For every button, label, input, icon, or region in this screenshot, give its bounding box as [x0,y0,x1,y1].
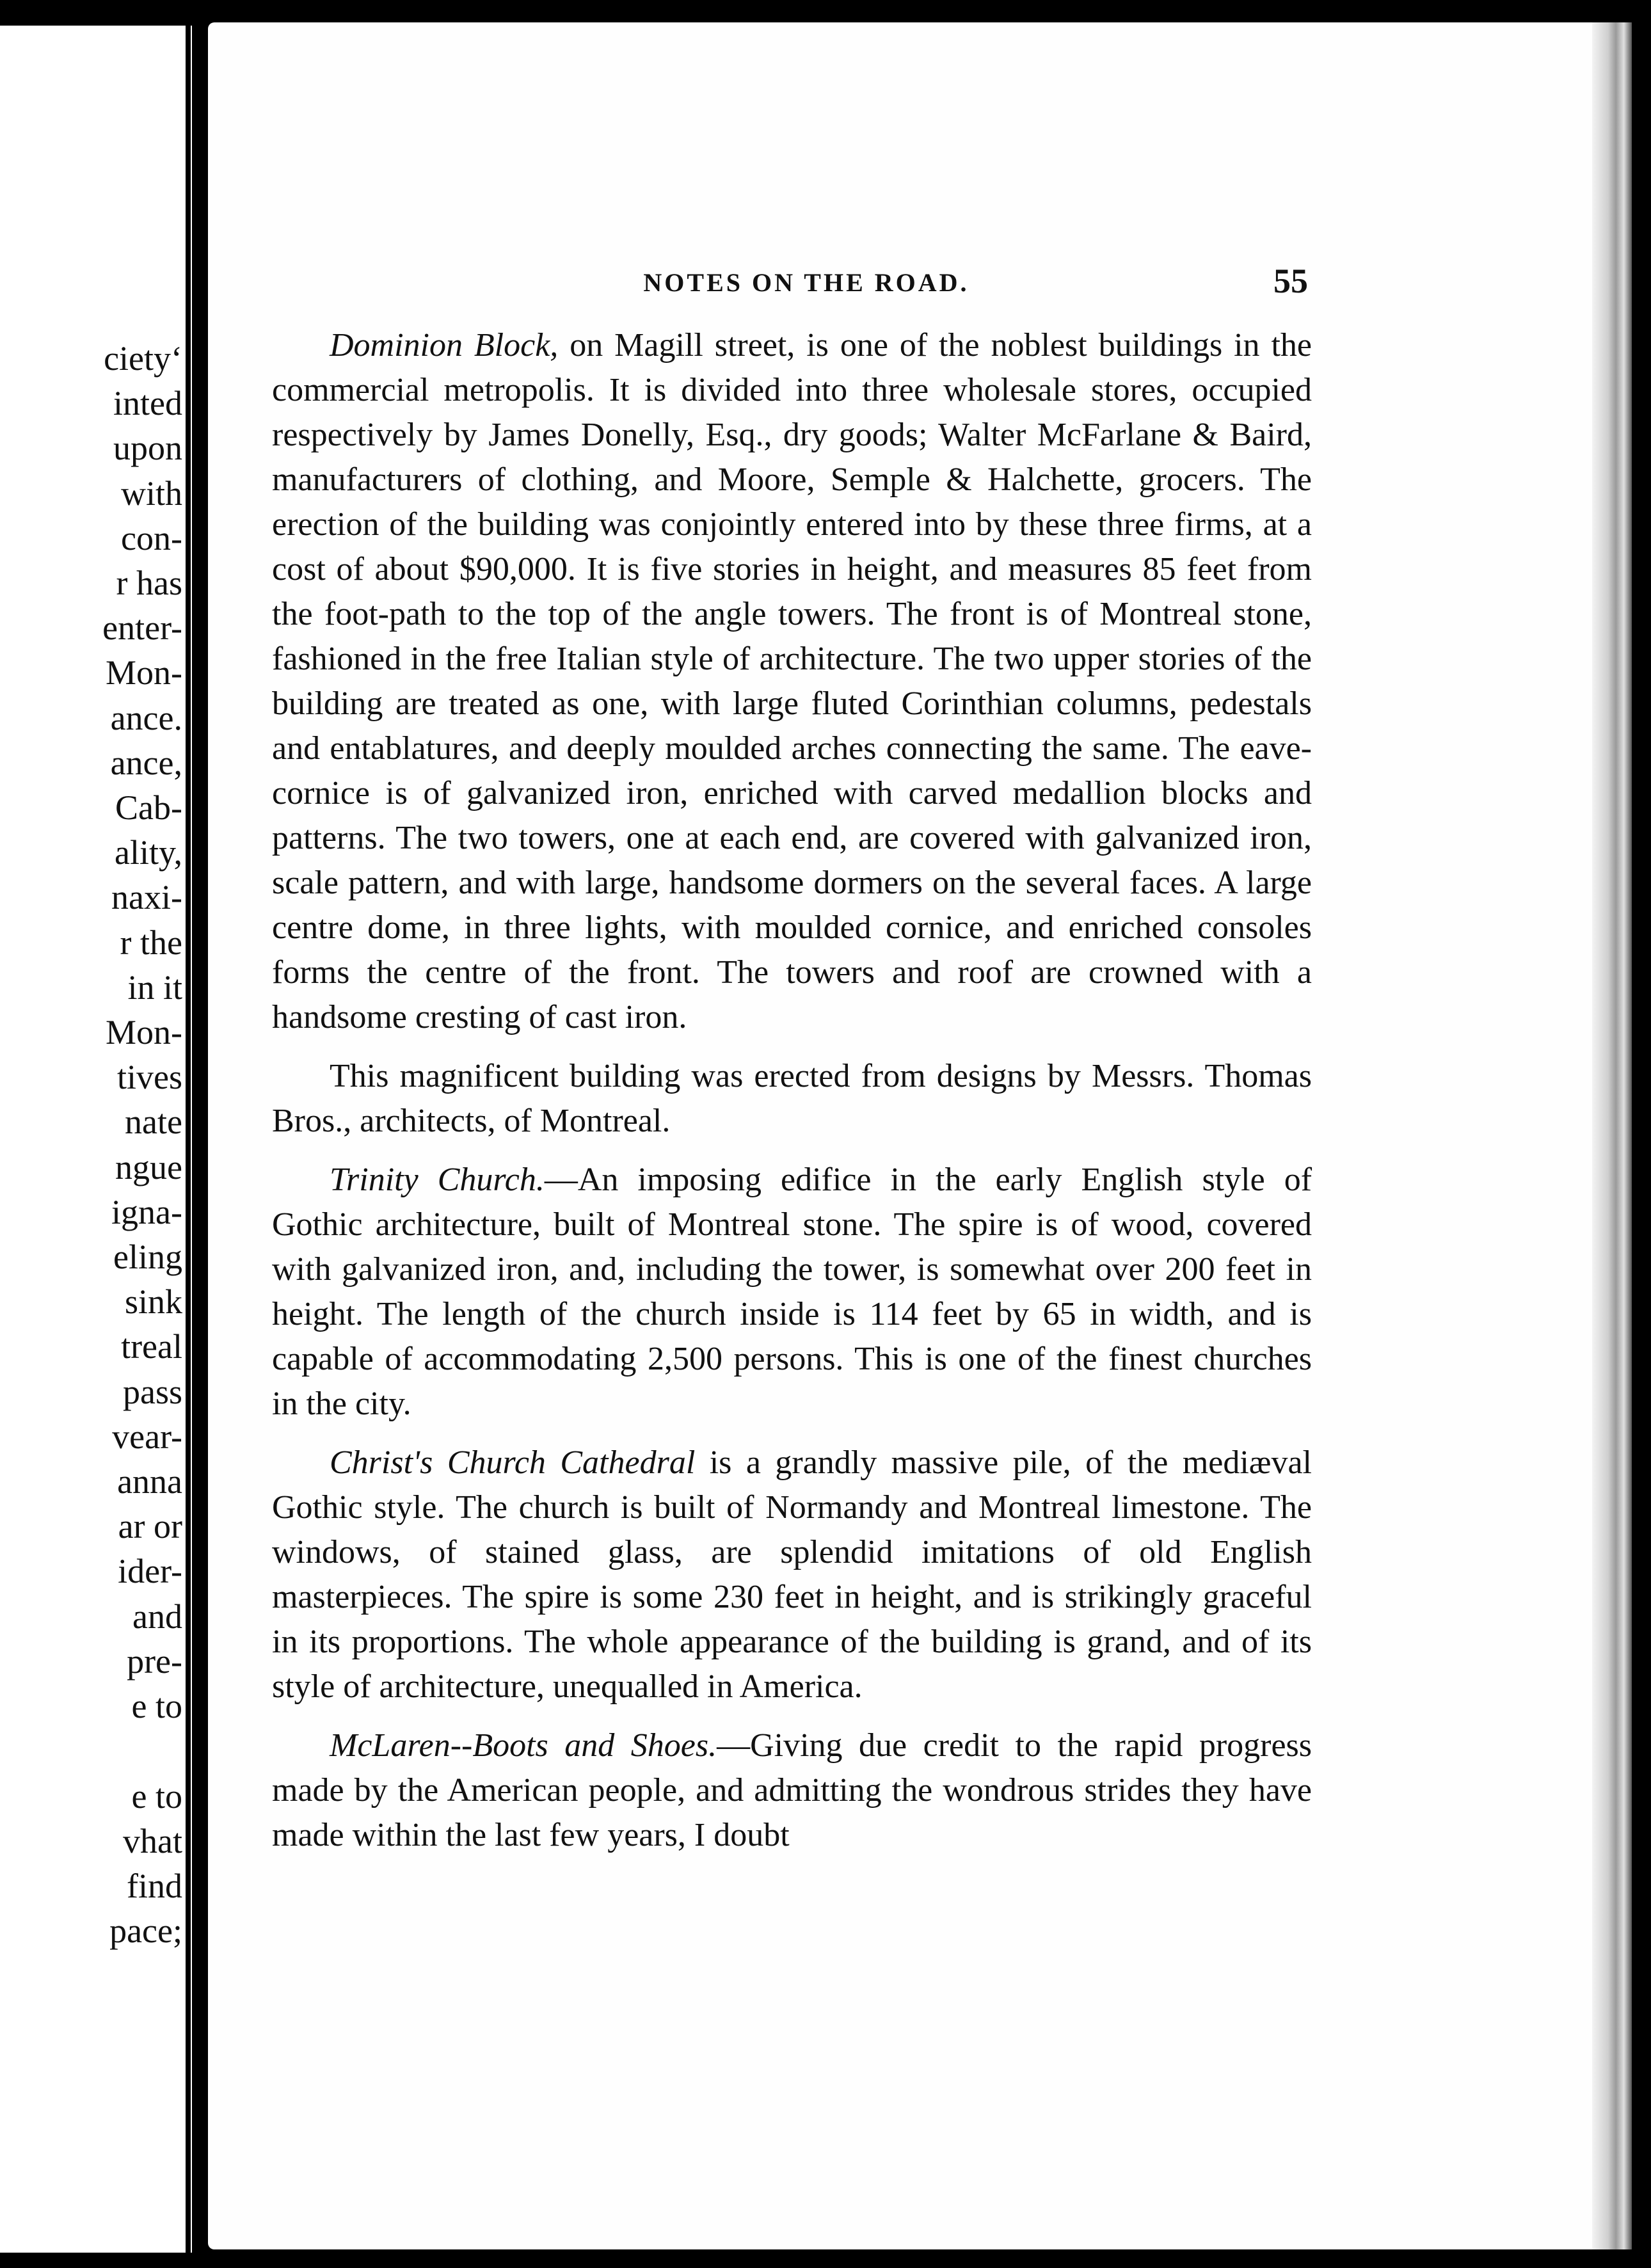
previous-page-line: e to [131,1687,182,1726]
previous-page-text [0,336,182,1953]
previous-page-line: r the [120,923,182,962]
previous-page-line: ngue [115,1147,182,1186]
previous-page-line: ciety‘ [104,339,182,378]
previous-page-line: in it [127,968,182,1007]
previous-page-line: vhat [123,1821,182,1860]
previous-page-line: with [120,474,182,513]
previous-page-line: igna- [111,1192,182,1231]
paragraph-architects: This magnificent building was erected from designs by Messrs. Thomas Bros., architects, of Montreal. [272,1058,1312,1139]
previous-page-line: pass [123,1372,182,1411]
previous-page-line: Mon- [106,1013,182,1052]
paragraph-dominion-block: Dominion Block, on Magill street, is one of the noblest buildings in the commercial metropolis. It is divided into three wholesale stores, occupied respectively by James Donelly, Esq., dry goods; Walter McFarlane & Baird, manufacturers of clothing, and Moore, Semple & Halchette, grocers. The erection of the building was conjointly entered into by these three firms, at a cost of about $90,000. It is five stories in height, and measures 85 feet from the foot-path to the top of the angle towers. The front is of Montreal stone, fashioned in the free Italian style of architecture. The two upper stories of the building are treated as one, with large fluted Corinthian columns, pedestals and entablatures, and deeply moulded arches connecting the same. The eave-cornice is of galvanized iron, enriched with carved medallion blocks and patterns. The two towers, one at each end, are covered with galvanized iron, scale pattern, and with large, handsome dormers on the several faces. A large centre dome, in three lights, with moulded cornice, and enriched consoles forms the centre of the front. The towers and roof are crowned with a handsome cresting of cast iron. [272,327,1312,1035]
previous-page-line: Mon- [106,653,182,692]
paragraph-christs-church: Christ's Church Cathedral is a grandly massive pile, of the mediæval Gothic style. The church is built of Normandy and Montreal limestone. The windows, of stained glass, are splendid imitations of old English masterpieces. The spire is some 230 feet in height, and is strikingly graceful in its proportions. The whole appearance of the building is grand, and of its style of architecture, unequalled in America. [272,1444,1312,1705]
previous-page-line: and [132,1597,182,1636]
previous-page-line: vear- [112,1417,182,1456]
previous-page-line: pre- [127,1641,182,1681]
previous-page-line: r has [116,564,182,603]
previous-page-line: nate [125,1103,182,1142]
previous-page-line: con- [121,518,182,557]
previous-page-line: upon [113,429,182,468]
previous-page-line: pace; [109,1912,182,1951]
previous-page-line: enter- [102,609,182,648]
previous-page-line: ider- [118,1552,182,1591]
previous-page-line: anna [117,1462,182,1501]
previous-page-line: Cab- [115,788,182,827]
previous-page-line [0,1729,182,1773]
previous-page-line: sink [124,1282,182,1322]
previous-page-line: tives [117,1058,182,1097]
previous-page-line: eling [113,1238,182,1277]
previous-page-line: ality, [115,833,182,872]
previous-page-line: ance. [110,698,182,737]
previous-page-line: inted [113,384,182,423]
paragraph-mclaren: McLaren--Boots and Shoes.—Giving due credit to the rapid progress made by the American people, and admitting the wondrous strides they have made within the last few years, I doubt [272,1727,1312,1853]
book-gutter [186,26,191,2253]
previous-page-line: find [127,1866,182,1905]
previous-page-line: ance, [110,743,182,782]
previous-page-line: naxi- [111,878,182,917]
running-title: NOTES ON THE ROAD. [643,268,969,297]
previous-page-line: ar or [118,1507,182,1546]
paragraph-trinity-church: Trinity Church.—An imposing edifice in the early English style of Gothic architecture, built of Montreal stone. The spire is of wood, covered with galvanized iron, and, including the tower, is somewhat over 200 feet in height. The length of the church inside is 114 feet by 65 in width, and is capable of accommodating 2,500 persons. This is one of the finest churches in the city. [272,1162,1312,1422]
page-number: 55 [1273,262,1308,300]
previous-page-line: e to [131,1777,182,1816]
previous-page-line: treal [121,1327,182,1366]
page-body [272,323,1312,1872]
page-edge [1592,22,1632,2249]
